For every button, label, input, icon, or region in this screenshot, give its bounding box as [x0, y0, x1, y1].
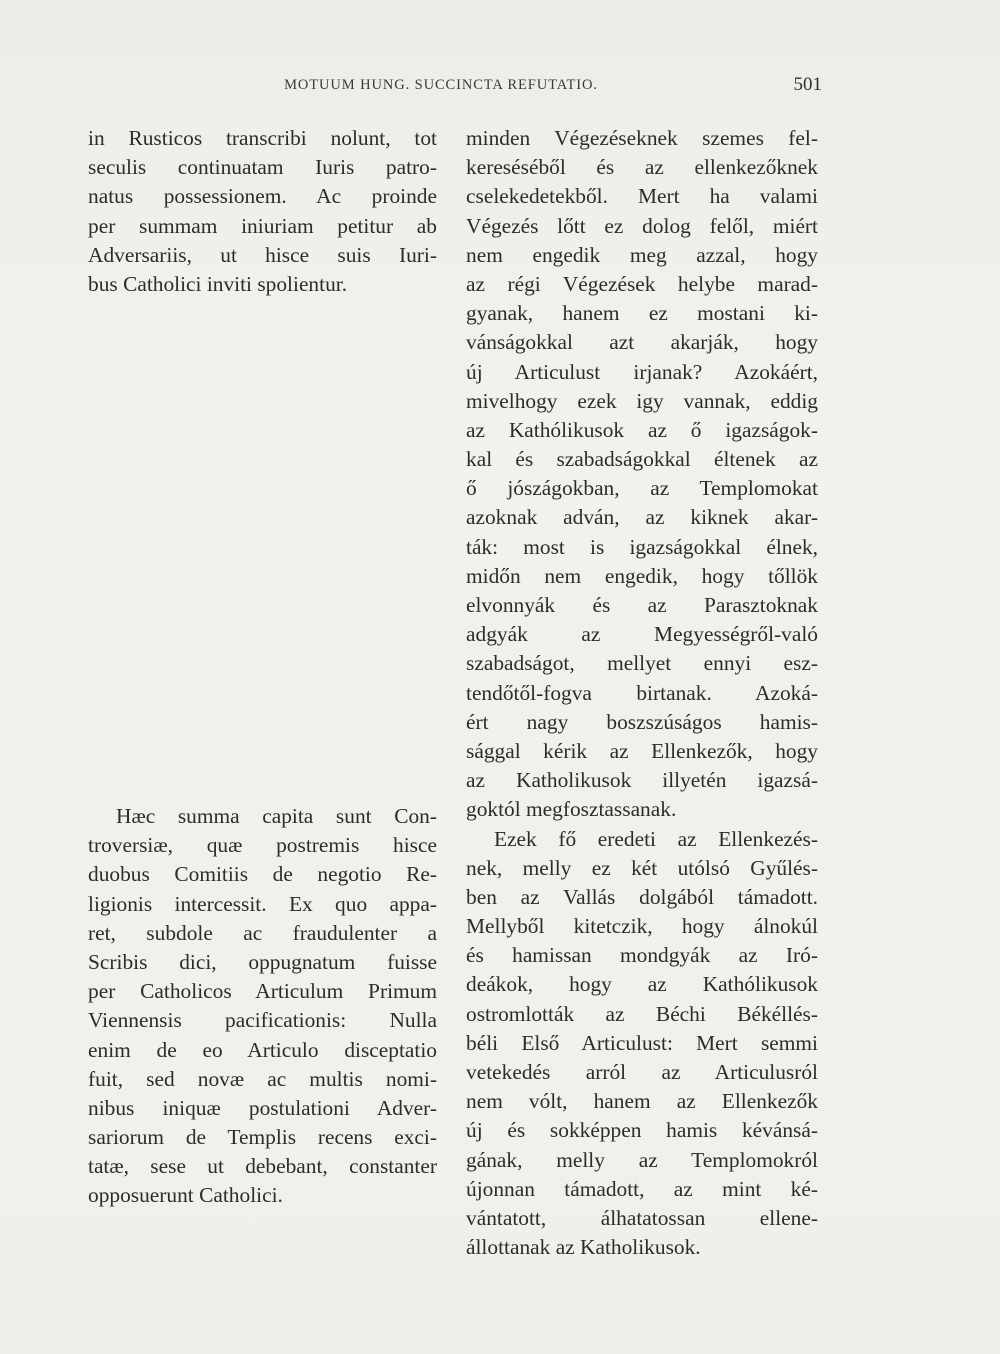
text-line: midőn nem engedik, hogy tőllök [466, 563, 818, 588]
text-line: állottanak az Katholikusok. [466, 1235, 701, 1260]
text-line: az Katholikusok illyetén igazsá- [466, 768, 818, 793]
text-line: vánságokkal azt akarják, hogy [466, 330, 818, 355]
hungarian-paragraph-1 [466, 124, 818, 825]
text-line: Mellyből kitetczik, hogy álnokúl [466, 914, 818, 939]
text-line: elvonnyák és az Parasztoknak [466, 593, 818, 617]
text-line: és hamissan mondgyák az Iró- [466, 943, 818, 968]
text-line: gának, melly az Templomokról [466, 1147, 818, 1172]
text-line: ták: most is igazságokkal élnek, [466, 534, 818, 559]
text-line: mivelhogy ezek igy vannak, eddig [466, 388, 818, 413]
text-line: fuit, sed novæ ac multis nomi- [88, 1066, 437, 1091]
text-line: Adversariis, ut hisce suis Iuri- [88, 242, 437, 267]
text-line: ő jószágokban, az Templomokat [466, 476, 818, 501]
left-column-bottom [88, 802, 437, 1211]
text-line: enim de eo Articulo disceptatio [88, 1037, 437, 1062]
text-line: Végezés lőtt ez dolog felől, miért [466, 213, 818, 238]
text-line: duobus Comitiis de negotio Re- [88, 862, 437, 887]
text-line: bus Catholici inviti spolientur. [88, 271, 348, 296]
text-line: adgyák az Megyességről-való [466, 622, 818, 647]
text-line: tendőtől-fogva birtanak. Azoká- [466, 680, 818, 705]
hungarian-paragraph-2 [466, 825, 818, 1263]
text-line: vetekedés arról az Articulusról [466, 1060, 818, 1084]
text-line: új Articulust irjanak? Azokáért, [466, 359, 818, 384]
text-line: az Kathólikusok az ő igazságok- [466, 417, 818, 442]
text-line: új és sokképpen hamis kévánsá- [466, 1118, 818, 1143]
text-line: nem engedik meg azzal, hogy [466, 242, 818, 267]
text-line: Ezek fő eredeti az Ellenkezés- [494, 826, 818, 851]
text-line: nibus iniquæ postulationi Adver- [88, 1095, 437, 1120]
text-line: seculis continuatam Iuris patro- [88, 155, 437, 180]
text-line: natus possessionem. Ac proinde [88, 184, 437, 209]
right-column [466, 124, 818, 1262]
text-line: vántatott, álhatatossan ellene- [466, 1205, 818, 1230]
text-line: Scribis dici, oppugnatum fuisse [88, 949, 437, 974]
text-line: kal és szabadságokkal éltenek az [466, 447, 818, 472]
text-line: ért nagy boszszúságos hamis- [466, 709, 818, 734]
text-line: nem vólt, hanem az Ellenkezők [466, 1089, 818, 1114]
text-line: gyanak, hanem ez mostani ki- [466, 301, 818, 326]
text-line: béli Első Articulust: Mert semmi [466, 1030, 818, 1055]
text-line: Viennensis pacificationis: Nulla [88, 1008, 437, 1033]
text-line: ligionis intercessit. Ex quo appa- [88, 891, 437, 916]
page-header [60, 74, 822, 100]
text-line: Hæc summa capita sunt Con- [116, 804, 437, 828]
left-column-top [88, 124, 437, 299]
text-line: per Catholicos Articulum Primum [88, 979, 437, 1004]
text-line: nek, melly ez két utólsó Gyűlés- [466, 855, 818, 880]
text-line: azoknak adván, az kiknek akar- [466, 505, 818, 530]
text-line: deákok, hogy az Kathólikusok [466, 972, 818, 997]
text-line: cselekedetekből. Mert ha valami [466, 184, 818, 209]
text-line: in Rusticos transcribi nolunt, tot [88, 126, 437, 150]
text-line: kereséséből és az ellenkezőknek [466, 155, 818, 180]
text-line: goktól megfosztassanak. [466, 797, 677, 822]
text-line: az régi Végezések helybe marad- [466, 271, 818, 296]
text-line: per summam iniuriam petitur ab [88, 213, 437, 238]
text-line: sággal kérik az Ellenkezők, hogy [466, 738, 818, 763]
page-number: 501 [793, 74, 822, 95]
text-line: sariorum de Templis recens exci- [88, 1125, 437, 1150]
text-line: troversiæ, quæ postremis hisce [88, 833, 437, 858]
text-line: tatæ, sese ut debebant, constanter [88, 1154, 437, 1179]
latin-paragraph-1 [88, 124, 437, 299]
latin-paragraph-2 [88, 802, 437, 1211]
text-line: ben az Vallás dolgából támadott. [466, 884, 818, 909]
text-line: ostromlották az Béchi Békéllés- [466, 1001, 818, 1026]
text-line: opposuerunt Catholici. [88, 1183, 283, 1208]
text-line: minden Végezéseknek szemes fel- [466, 126, 818, 150]
text-line: ret, subdole ac fraudulenter a [88, 920, 437, 945]
running-head: MOTUUM HUNG. SUCCINCTA REFUTATIO. [284, 77, 598, 93]
text-line: szabadságot, mellyet ennyi esz- [466, 651, 818, 676]
text-line: újonnan támadott, az mint ké- [466, 1176, 818, 1201]
